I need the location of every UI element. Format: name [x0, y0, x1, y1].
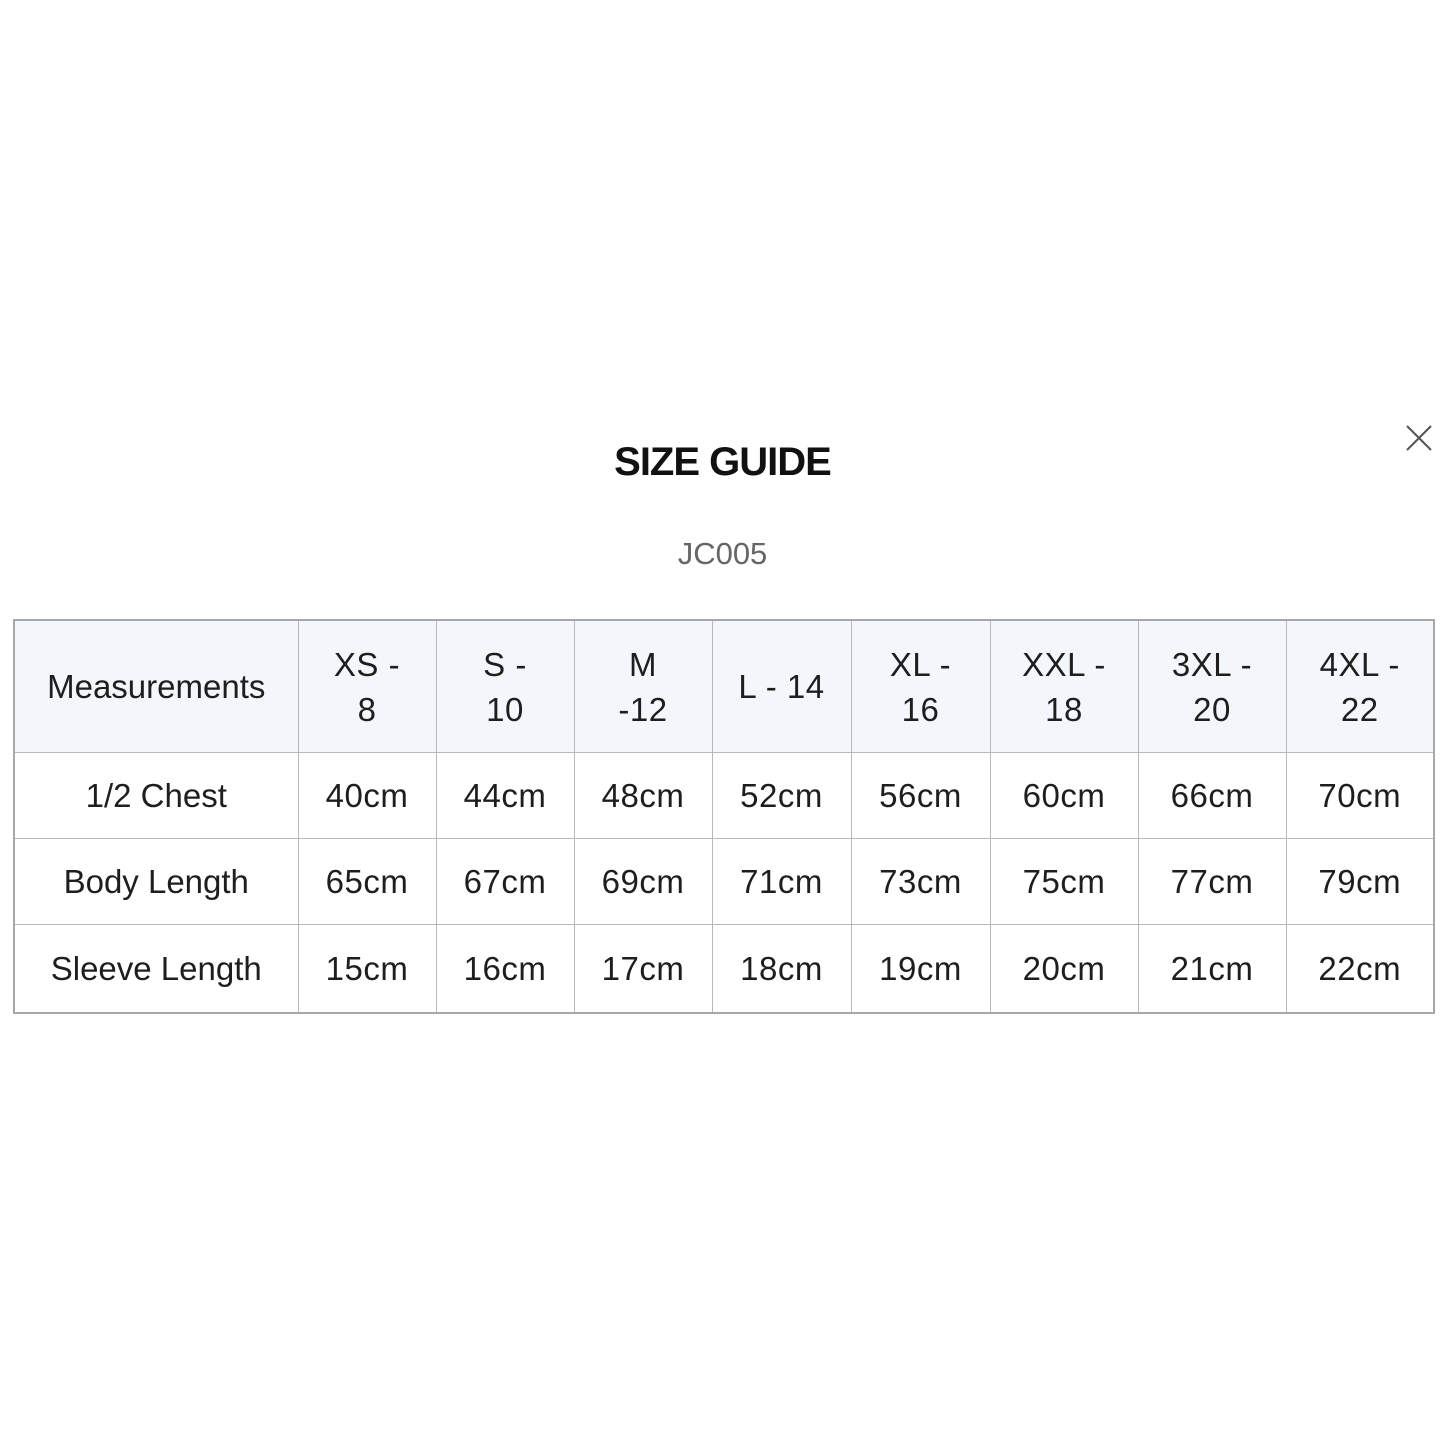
size-number: 20: [1193, 690, 1231, 728]
table-row-sleeve-length: [14, 925, 1434, 1014]
table-cell: 17cm: [574, 925, 712, 1014]
header-row: [14, 620, 1434, 753]
size-label: 3XL -: [1171, 645, 1253, 683]
size-header: [1138, 620, 1286, 753]
size-header: [990, 620, 1138, 753]
table-cell: 22cm: [1286, 925, 1434, 1014]
table-cell: 70cm: [1286, 753, 1434, 839]
table-cell: 16cm: [436, 925, 574, 1014]
table-cell: 75cm: [990, 839, 1138, 925]
table-cell: 21cm: [1138, 925, 1286, 1014]
size-label: L - 14: [738, 668, 825, 705]
table-cell: 71cm: [712, 839, 851, 925]
table-cell: 67cm: [436, 839, 574, 925]
table-cell: 77cm: [1138, 839, 1286, 925]
size-number: -12: [618, 690, 668, 728]
table-cell: 69cm: [574, 839, 712, 925]
table-row-chest: [14, 753, 1434, 839]
size-number: 22: [1340, 690, 1379, 728]
size-label: XS -: [333, 645, 401, 683]
product-code: JC005: [677, 536, 768, 571]
size-header: [436, 620, 574, 753]
size-table: [13, 619, 1435, 1014]
table-body: [14, 753, 1434, 1014]
modal-title: SIZE GUIDE: [614, 440, 831, 484]
table-cell: 48cm: [574, 753, 712, 839]
table-cell: 66cm: [1138, 753, 1286, 839]
table-cell: 73cm: [851, 839, 990, 925]
size-header: [1286, 620, 1434, 753]
size-label: S -: [483, 645, 527, 683]
table-cell: 60cm: [990, 753, 1138, 839]
size-header: [298, 620, 436, 753]
size-label: M: [629, 645, 657, 683]
table-cell: 20cm: [990, 925, 1138, 1014]
size-header: [851, 620, 990, 753]
table-row-body-length: [14, 839, 1434, 925]
table-cell: 19cm: [851, 925, 990, 1014]
table-cell: 65cm: [298, 839, 436, 925]
size-header: [574, 620, 712, 753]
table-cell: 79cm: [1286, 839, 1434, 925]
size-label: 4XL -: [1319, 645, 1400, 683]
size-number: 8: [357, 690, 377, 728]
table-cell: 56cm: [851, 753, 990, 839]
table-header: [14, 620, 1434, 753]
size-number: 18: [1045, 690, 1083, 728]
size-number: 16: [901, 690, 940, 728]
row-label: Body Length: [14, 839, 298, 925]
table-cell: 52cm: [712, 753, 851, 839]
table-cell: 40cm: [298, 753, 436, 839]
size-label: XL -: [889, 645, 952, 683]
row-label: 1/2 Chest: [14, 753, 298, 839]
table-cell: 18cm: [712, 925, 851, 1014]
size-number: 10: [486, 690, 524, 728]
size-header: [712, 620, 851, 753]
size-label: XXL -: [1022, 645, 1106, 683]
measurements-header: Measurements: [14, 620, 298, 753]
table-cell: 44cm: [436, 753, 574, 839]
table-cell: 15cm: [298, 925, 436, 1014]
row-label: Sleeve Length: [14, 925, 298, 1014]
